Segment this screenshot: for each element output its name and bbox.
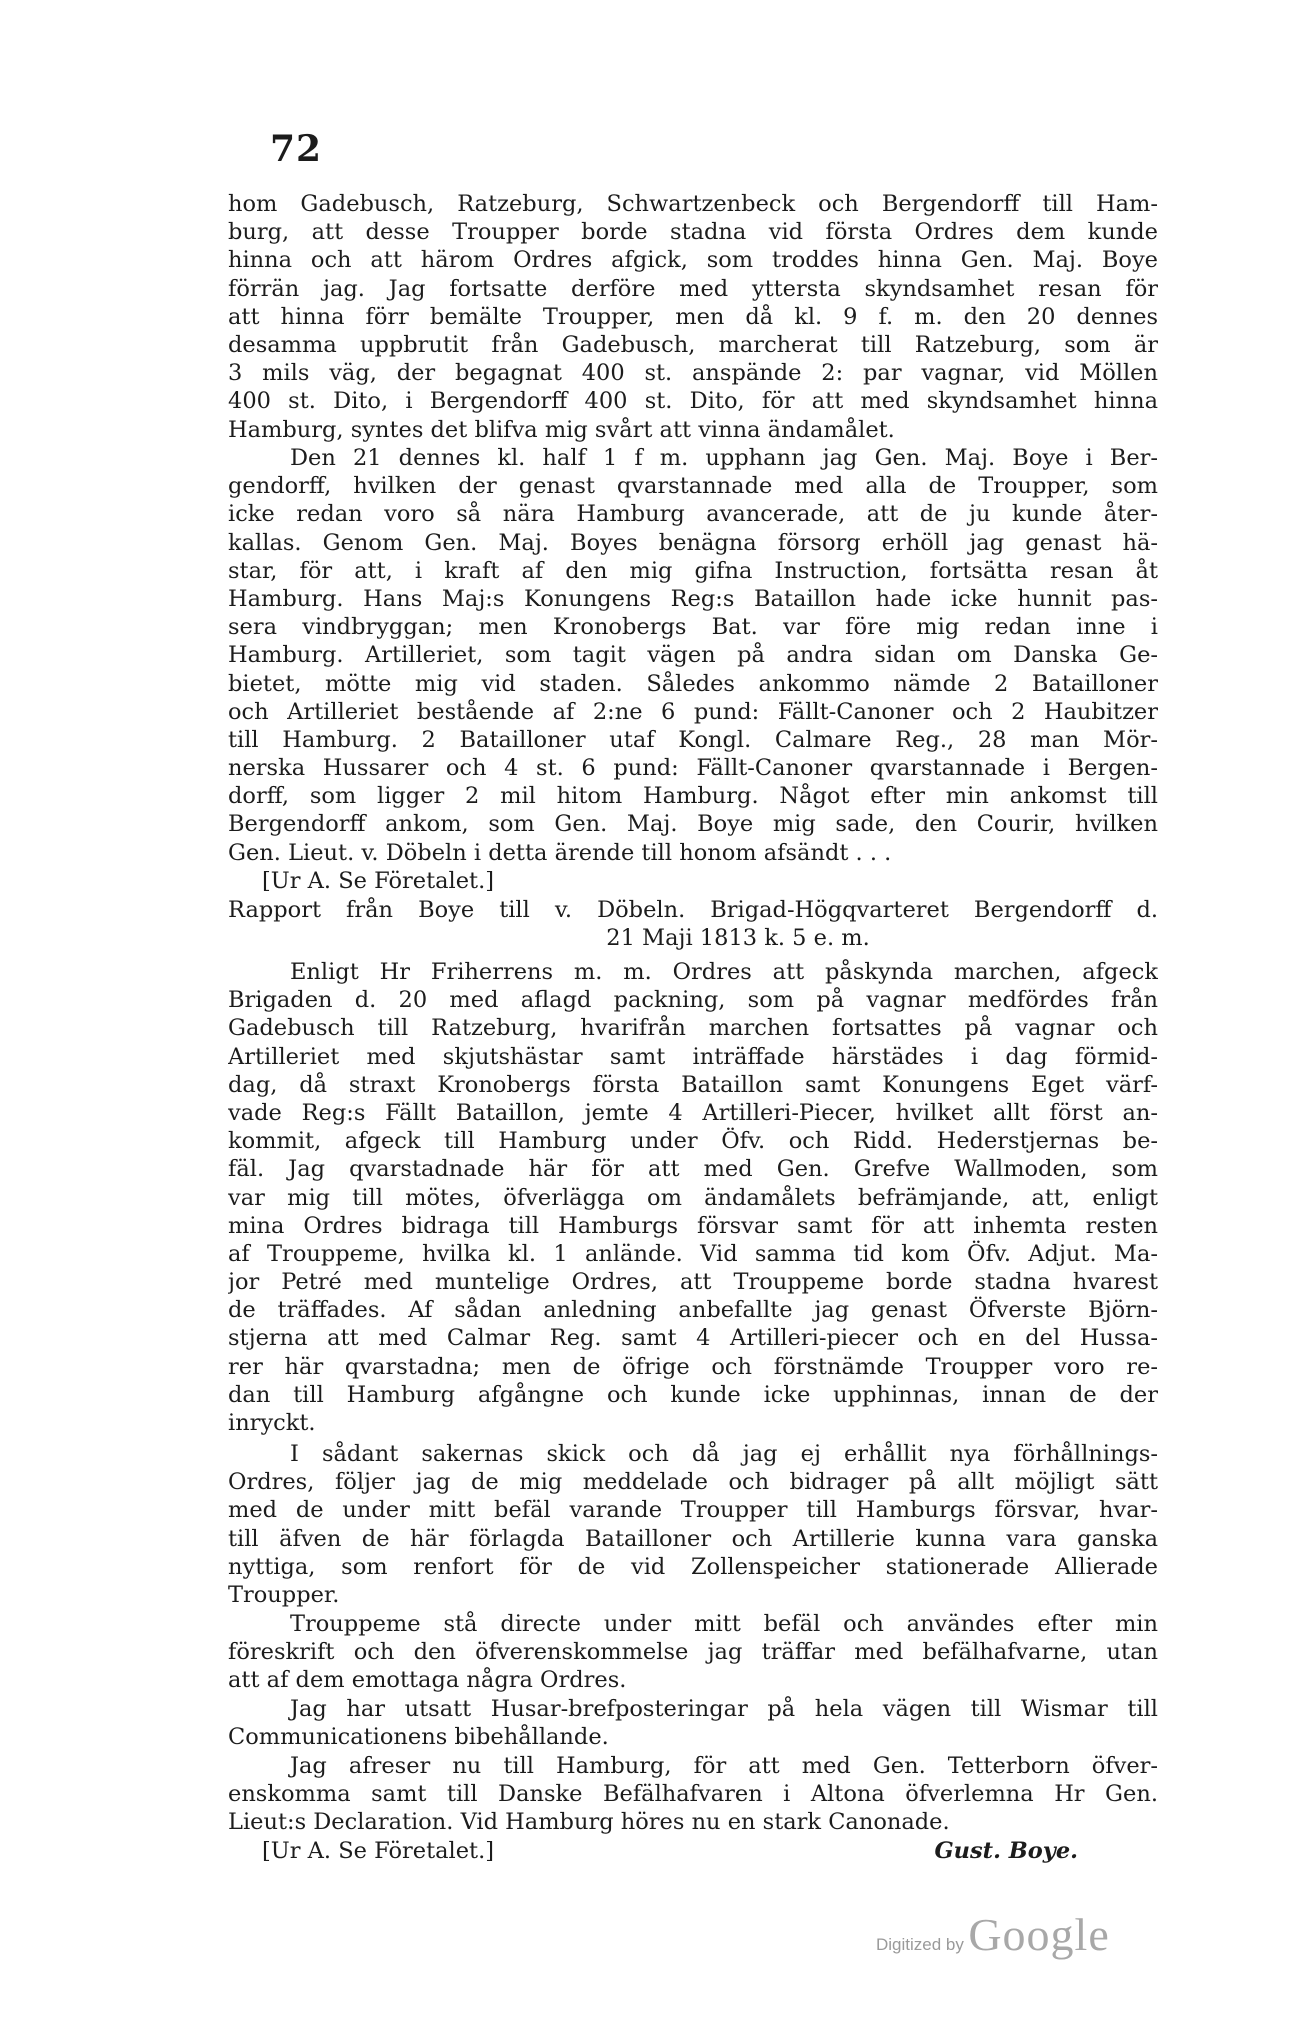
text-line: fäl. Jag qvarstadnade här för att med Gen. Grefve Wallmoden, som xyxy=(228,1156,1158,1183)
text-line: till Hamburg. 2 Batailloner utaf Kongl. Calmare Reg., 28 man Mör- xyxy=(228,726,1158,753)
text-line: förrän jag. Jag fortsatte derföre med yttersta skyndsamhet resan för xyxy=(228,275,1158,302)
report-paragraph-3 xyxy=(228,1610,1158,1695)
text-line: till äfven de här förlagda Batailloner och Artillerie kunna vara ganska xyxy=(228,1525,1158,1552)
text-line: mina Ordres bidraga till Hamburgs försvar samt för att inhemta resten xyxy=(228,1212,1158,1239)
closing-row xyxy=(228,1837,1158,1865)
text-line: rer här qvarstadna; men de öfrige och förstnämde Troupper voro re- xyxy=(228,1353,1158,1380)
report-paragraph-5 xyxy=(228,1752,1158,1865)
text-line: nerska Hussarer och 4 st. 6 pund: Fällt-Canoner qvarstannade i Bergen- xyxy=(228,755,1158,782)
text-line: 400 st. Dito, i Bergendorff 400 st. Dito, för att med skyndsamhet hinna xyxy=(228,388,1158,415)
text-line: gendorff, hvilken der genast qvarstannade med alla de Troupper, som xyxy=(228,473,1158,500)
text-line: de träffades. Af sådan anledning anbefallte jag genast Öfverste Björn- xyxy=(228,1297,1158,1324)
text-line: burg, att desse Troupper borde stadna vid första Ordres dem kunde xyxy=(228,219,1158,246)
report-paragraph-2 xyxy=(228,1440,1158,1609)
text-line: att hinna förr bemälte Troupper, men då kl. 9 f. m. den 20 dennes xyxy=(228,303,1158,330)
paragraph-continuation xyxy=(228,190,1158,444)
source-note: [Ur A. Se Företalet.] xyxy=(262,1837,495,1864)
text-line: icke redan voro så nära Hamburg avancerade, att de ju kunde åter- xyxy=(228,501,1158,528)
text-line: Jag afreser nu till Hamburg, för att med Gen. Tetterborn öfver- xyxy=(290,1753,1158,1779)
text-line: sera vindbryggan; men Kronobergs Bat. var före mig redan inne i xyxy=(228,614,1158,641)
text-line: dan till Hamburg afgångne och kunde icke upphinnas, innan de der xyxy=(228,1381,1158,1408)
text-line: dorff, som ligger 2 mil hitom Hamburg. Något efter min ankomst till xyxy=(228,783,1158,810)
text-line: desamma uppbrutit från Gadebusch, marcherat till Ratzeburg, som är xyxy=(228,331,1158,358)
text-line: Ordres, följer jag de mig meddelade och bidrager på allt möjligt sätt xyxy=(228,1469,1158,1496)
signature: Gust. Boye. xyxy=(934,1837,1078,1864)
report-paragraph-4 xyxy=(228,1695,1158,1751)
page-number: 72 xyxy=(270,128,323,170)
text-line: kommit, afgeck till Hamburg under Öfv. och Ridd. Hederstjernas be- xyxy=(228,1128,1158,1155)
text-line: hom Gadebusch, Ratzeburg, Schwartzenbeck och Bergendorff till Ham- xyxy=(228,191,1158,217)
text-line: Artilleriet med skjutshästar samt inträffade härstädes i dag förmid- xyxy=(228,1043,1158,1070)
text-line: och Artilleriet bestående af 2:ne 6 pund: Fällt-Canoner och 2 Haubitzer xyxy=(228,698,1158,725)
text-line: Communicationens bibehållande. xyxy=(228,1724,609,1751)
report-paragraph-1 xyxy=(228,958,1158,1437)
text-line: Gen. Lieut. v. Döbeln i detta ärende till honom afsändt . . . xyxy=(228,839,892,866)
text-line: Den 21 dennes kl. half 1 f m. upphann jag Gen. Maj. Boye i Ber- xyxy=(290,445,1158,471)
text-line: 3 mils väg, der begagnat 400 st. anspände 2: par vagnar, vid Möllen xyxy=(228,360,1158,387)
text-line: var mig till mötes, öfverlägga om ändamålets befrämjande, att, enligt xyxy=(228,1184,1158,1211)
text-line: kallas. Genom Gen. Maj. Boyes benägna försorg erhöll jag genast hä- xyxy=(228,529,1158,556)
text-line: Hamburg, syntes det blifva mig svårt att vinna ändamålet. xyxy=(228,416,895,443)
text-line: med de under mitt befäl varande Troupper till Hamburgs försvar, hvar- xyxy=(228,1497,1158,1524)
watermark-prefix: Digitized by xyxy=(876,1935,964,1954)
text-line: I sådant sakernas skick och då jag ej erhållit nya förhållnings- xyxy=(290,1441,1158,1467)
text-line: jor Petré med muntelige Ordres, att Trouppeme borde stadna hvarest xyxy=(228,1269,1158,1296)
report-heading: Rapport från Boye till v. Döbeln. Brigad-Högqvarteret Bergendorff d. xyxy=(228,897,1158,923)
text-line: stjerna att med Calmar Reg. samt 4 Artilleri-piecer och en del Hussa- xyxy=(228,1325,1158,1352)
text-line: bietet, mötte mig vid staden. Således ankommo nämde 2 Batailloner xyxy=(228,670,1158,697)
text-line: vade Reg:s Fällt Bataillon, jemte 4 Artilleri-Piecer, hvilket allt först an- xyxy=(228,1099,1158,1126)
text-line: star, för att, i kraft af den mig gifna Instruction, fortsätta resan åt xyxy=(228,557,1158,584)
text-line: nyttiga, som renfort för de vid Zollenspeicher stationerade Allierade xyxy=(228,1553,1158,1580)
text-line: föreskrift och den öfverenskommelse jag träffar med befälhafvarne, utan xyxy=(228,1639,1158,1666)
text-line: Brigaden d. 20 med aflagd packning, som på vagnar medfördes från xyxy=(228,987,1158,1014)
text-line: Enligt Hr Friherrens m. m. Ordres att påskynda marchen, afgeck xyxy=(290,959,1158,985)
text-line: enskomma samt till Danske Befälhafvaren i Altona öfverlemna Hr Gen. xyxy=(228,1781,1158,1808)
google-logo: Google xyxy=(968,1909,1110,1960)
text-line: hinna och att härom Ordres afgick, som troddes hinna Gen. Maj. Boye xyxy=(228,247,1158,274)
text-line: Trouppeme stå directe under mitt befäl och användes efter min xyxy=(290,1611,1158,1637)
text-line: Lieut:s Declaration. Vid Hamburg höres nu en stark Canonade. xyxy=(228,1809,950,1836)
report-heading-block xyxy=(228,896,1158,952)
text-line: inryckt. xyxy=(228,1410,316,1436)
digitized-watermark xyxy=(876,1908,1110,1961)
text-line: Hamburg. Artilleriet, som tagit vägen på andra sidan om Danska Ge- xyxy=(228,642,1158,669)
text-line: dag, då straxt Kronobergs första Bataillon samt Konungens Eget värf- xyxy=(228,1071,1158,1098)
text-line: af Trouppeme, hvilka kl. 1 anlände. Vid samma tid kom Öfv. Adjut. Ma- xyxy=(228,1240,1158,1267)
text-line: Hamburg. Hans Maj:s Konungens Reg:s Bataillon hade icke hunnit pas- xyxy=(228,585,1158,612)
source-note: [Ur A. Se Företalet.] xyxy=(262,867,495,894)
report-date: 21 Maji 1813 k. 5 e. m. xyxy=(606,925,870,952)
text-line: Gadebusch till Ratzeburg, hvarifrån marchen fortsattes på vagnar och xyxy=(228,1015,1158,1042)
text-line: Jag har utsatt Husar-brefposteringar på hela vägen till Wismar till xyxy=(290,1696,1158,1722)
text-line: Bergendorff ankom, som Gen. Maj. Boye mig sade, den Courir, hvilken xyxy=(228,811,1158,838)
text-line: Troupper. xyxy=(228,1581,340,1608)
paragraph-den-21 xyxy=(228,444,1158,895)
text-line: att af dem emottaga några Ordres. xyxy=(228,1667,627,1694)
